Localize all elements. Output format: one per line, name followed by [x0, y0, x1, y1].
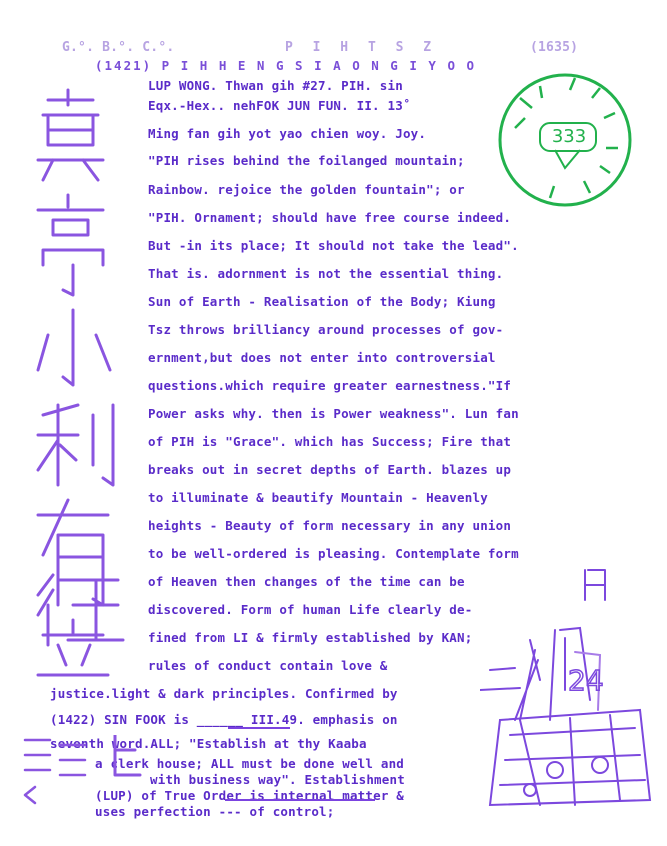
text-line: Rainbow. rejoice the golden fountain"; or	[148, 182, 465, 197]
text-line: ernment,but does not enter into controversial	[148, 350, 496, 365]
text-line: (LUP) of True Order is internal matter &	[95, 788, 405, 803]
text-line: seventh word.ALL; "Establish at thy Kaaba	[50, 736, 367, 751]
text-line: fined from LI & firmly established by KAN;	[148, 630, 473, 645]
text-line: rules of conduct contain love &	[148, 658, 388, 673]
text-line: "PIH rises behind the foilanged mountain;	[148, 153, 465, 168]
stamp-number: 333	[551, 126, 587, 147]
underline-mark	[228, 727, 290, 729]
text-line: Ming fan gih yot yao chien woy. Joy.	[148, 126, 427, 141]
text-line: Eqx.-Hex.. nehFOK JUN FUN. II. 13˚	[148, 98, 411, 113]
text-line: to be well-ordered is pleasing. Contemplate form	[148, 546, 519, 561]
text-line: justice.light & dark principles. Confirmed by	[50, 686, 398, 701]
pencil-sketch	[480, 560, 660, 814]
text-line: with business way". Establishment	[150, 772, 405, 787]
text-line: to illuminate & beautify Mountain - Heavenly	[148, 490, 488, 505]
text-line: of PIH is "Grace". which has Success; Fire that	[148, 434, 512, 449]
text-line: "PIH. Ornament; should have free course indeed.	[148, 210, 512, 225]
text-line: breaks out in secret depths of Earth. blazes up	[148, 462, 512, 477]
text-line: Tsz throws brilliancy around processes of gov-	[148, 322, 504, 337]
text-line: uses perfection --- of control;	[95, 804, 335, 819]
header-page-number: (1635)	[530, 40, 579, 55]
text-line: of Heaven then changes of the time can be	[148, 574, 465, 589]
text-line: (1422) SIN FOOK is ______ III.49. emphasis on	[50, 712, 398, 727]
text-line: discovered. Form of human Life clearly de-	[148, 602, 473, 617]
header-initials: G.°. B.°. C.°.	[62, 40, 175, 55]
underline-mark	[225, 799, 375, 801]
handwritten-marks-left	[20, 735, 160, 819]
text-line: LUP WONG. Thwan gih #27. PIH. sin	[148, 78, 403, 93]
chinese-character-bottom	[28, 570, 128, 654]
text-line: Sun of Earth - Realisation of the Body; Kiung	[148, 294, 496, 309]
text-line: That is. adornment is not the essential thing.	[148, 266, 504, 281]
svg-text:24: 24	[568, 664, 604, 697]
text-line: But -in its place; It should not take the lead".	[148, 238, 519, 253]
text-line: a clerk house; ALL must be done well and	[95, 756, 405, 771]
text-line: questions.which require greater earnestness."If	[148, 378, 512, 393]
title-line: (1421) P I H H E N G S I A O N G I Y O O	[95, 58, 477, 73]
header-title: P I H T S Z	[285, 40, 438, 55]
circular-stamp	[480, 68, 640, 222]
text-line: heights - Beauty of form necessary in any union	[148, 518, 512, 533]
text-line: Power asks why. then is Power weakness". Lun fan	[148, 406, 519, 421]
